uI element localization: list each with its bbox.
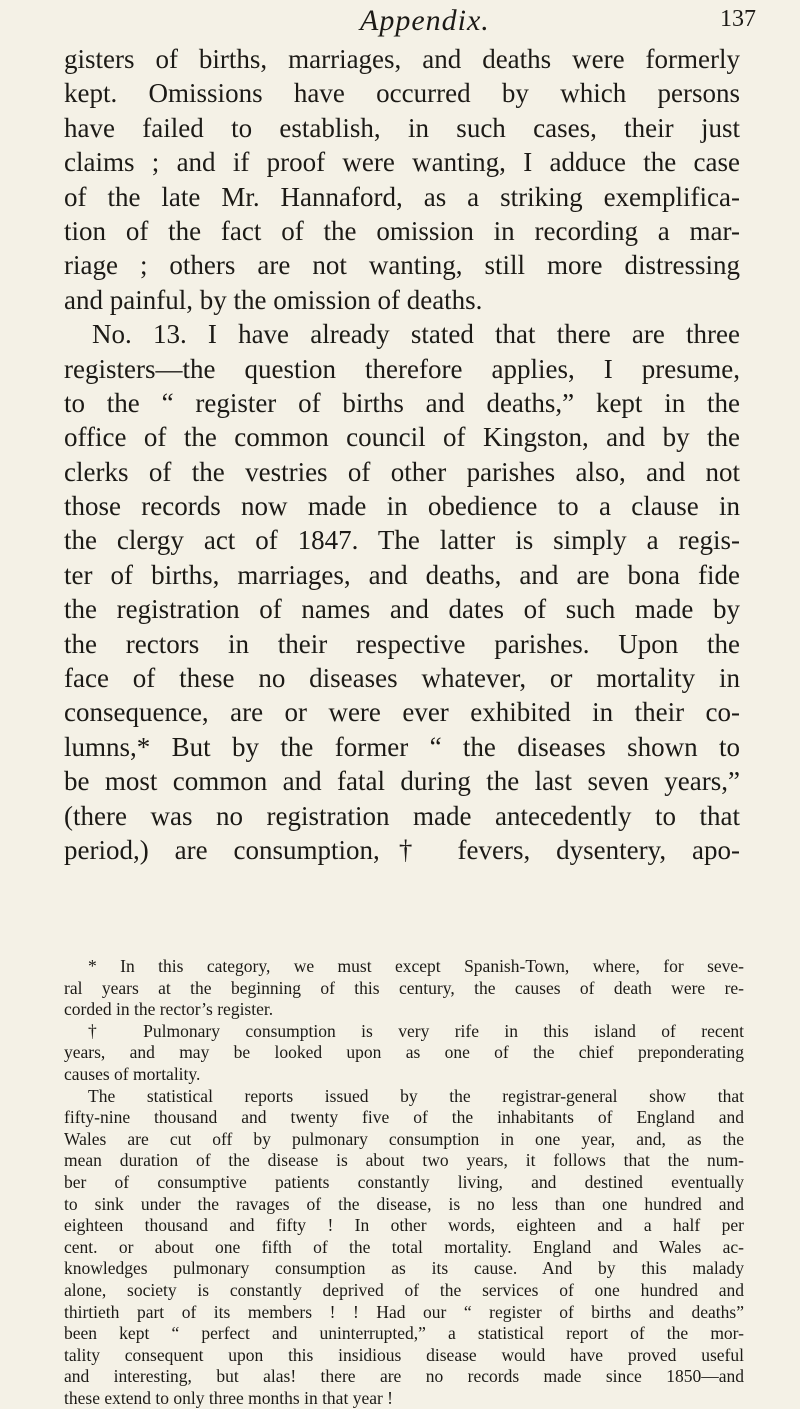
footnote-line: † Pulmonary consumption is very rife in this island of recent xyxy=(88,1020,744,1041)
footnote-line: mean duration of the disease is about two years, it follows that the num- xyxy=(64,1150,744,1171)
text-line: consequence, are or were ever exhibited in their co- xyxy=(64,697,740,728)
main-text xyxy=(64,42,740,867)
text-line: registers—the question therefore applies, I presume, xyxy=(64,353,740,384)
text-line: of the late Mr. Hannaford, as a striking exemplifica- xyxy=(64,181,740,212)
text-line: and painful, by the omission of deaths. xyxy=(64,284,483,315)
page-header xyxy=(0,4,800,44)
text-line: the rectors in their respective parishes. Upon the xyxy=(64,628,740,659)
running-head: Appendix. xyxy=(360,4,490,37)
text-line: lumns,* But by the former “ the diseases shown to xyxy=(64,731,740,762)
text-line: period,) are consumption,† fevers, dysentery, apo- xyxy=(64,834,740,865)
footnote-line: cent. or about one fifth of the total mortality. England and Wales ac- xyxy=(64,1236,744,1257)
text-line: kept. Omissions have occurred by which persons xyxy=(64,78,740,109)
footnote-line: thirtieth part of its members ! ! Had our “ register of births and deaths” xyxy=(64,1301,744,1322)
page-number: 137 xyxy=(720,6,756,32)
text-line: office of the common council of Kingston, and by the xyxy=(64,422,740,453)
footnote-line: corded in the rector’s register. xyxy=(64,999,274,1020)
text-line: claims ; and if proof were wanting, I adduce the case xyxy=(64,147,740,178)
footnotes xyxy=(64,956,744,1409)
text-line: gisters of births, marriages, and deaths were formerly xyxy=(64,44,740,74)
footnote-line: The statistical reports issued by the registrar-general show that xyxy=(88,1085,744,1106)
text-line: No. 13. I have already stated that there are three xyxy=(92,319,740,350)
text-line: ter of births, marriages, and deaths, and are bona fide xyxy=(64,559,740,590)
footnote-line: and interesting, but alas! there are no records made since 1850—and xyxy=(64,1366,744,1387)
text-line: the registration of names and dates of such made by xyxy=(64,594,740,625)
footnote-line: ral years at the beginning of this century, the causes of death were re- xyxy=(64,977,744,998)
text-line: (there was no registration made antecedently to that xyxy=(64,800,740,831)
text-line: riage ; others are not wanting, still more distressing xyxy=(64,250,740,281)
footnote-line: tality consequent upon this insidious disease would have proved useful xyxy=(64,1344,744,1365)
footnote-line: causes of mortality. xyxy=(64,1063,201,1084)
footnote-line: to sink under the ravages of the disease, is no less than one hundred and xyxy=(64,1193,744,1214)
footnote-line: Wales are cut off by pulmonary consumption in one year, and, as the xyxy=(64,1128,744,1149)
footnote-line: eighteen thousand and fifty ! In other words, eighteen and a half per xyxy=(64,1215,744,1236)
text-line: have failed to establish, in such cases, their just xyxy=(64,112,740,143)
footnote-line: alone, society is constantly deprived of the services of one hundred and xyxy=(64,1279,744,1300)
footnote-line: been kept “ perfect and uninterrupted,” a statistical report of the mor- xyxy=(64,1323,744,1344)
text-line: the clergy act of 1847. The latter is simply a regis- xyxy=(64,525,740,556)
text-line: face of these no diseases whatever, or mortality in xyxy=(64,663,740,694)
text-line: be most common and fatal during the last seven years,” xyxy=(64,766,740,797)
footnote-line: these extend to only three months in that year ! xyxy=(64,1387,394,1408)
footnote-line: years, and may be looked upon as one of the chief preponderating xyxy=(64,1042,744,1063)
footnote-line: fifty-nine thousand and twenty five of the inhabitants of England and xyxy=(64,1107,744,1128)
text-line: clerks of the vestries of other parishes also, and not xyxy=(64,456,740,487)
text-line: to the “ register of births and deaths,” kept in the xyxy=(64,387,740,418)
footnote-line: knowledges pulmonary consumption as its cause. And by this malady xyxy=(64,1258,744,1279)
footnote-line: ber of consumptive patients constantly living, and destined eventually xyxy=(64,1171,744,1192)
text-line: tion of the fact of the omission in recording a mar- xyxy=(64,215,740,246)
text-line: those records now made in obedience to a clause in xyxy=(64,491,740,522)
footnote-line: * In this category, we must except Spanish-Town, where, for seve- xyxy=(88,956,744,976)
